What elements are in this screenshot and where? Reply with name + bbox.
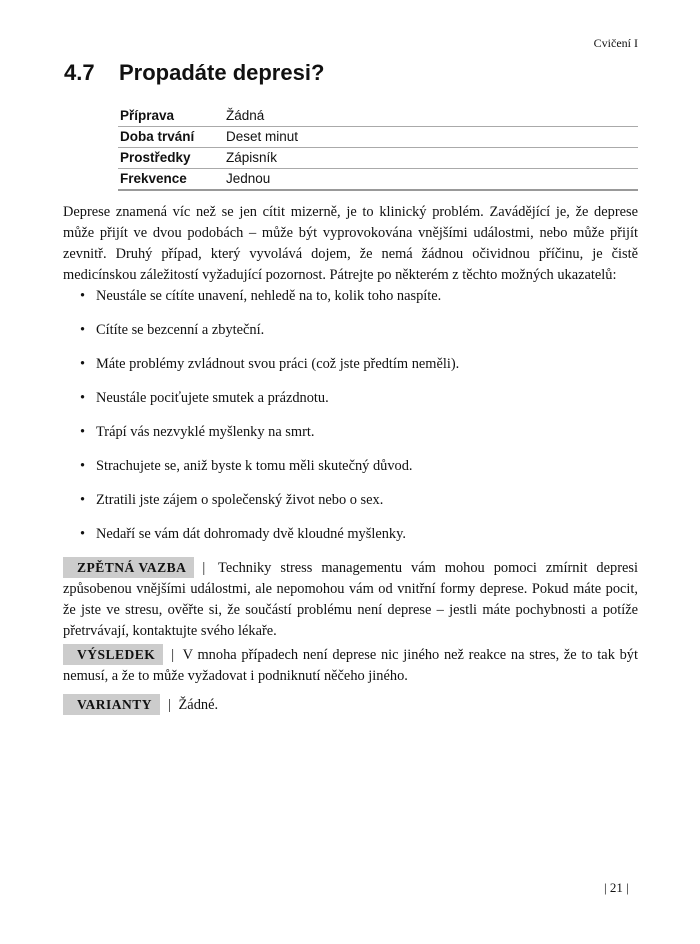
- table-row: [118, 106, 638, 127]
- result-label: VÝSLEDEK: [63, 644, 163, 665]
- feedback-text: Techniky stress managementu vám mohou pomoci zmírnit depresi způsobenou vnějšími událostmi, ale nepomohou vám od vnitřní formy deprese. Pokud máte pocit, že jste ve stresu, ověřte si, že součástí problému není deprese – jestli máte pochybnosti a potíže přetrvávají, kontaktujte svého lékaře.: [63, 560, 638, 639]
- list-item: [80, 320, 459, 354]
- list-item-text: Ztratili jste zájem o společenský život nebo o sex.: [96, 492, 384, 508]
- table-row: [118, 148, 638, 169]
- section-title: [64, 60, 324, 86]
- list-item-text: Strachujete se, aniž byste k tomu měli skutečný důvod.: [96, 458, 413, 474]
- feedback-label: ZPĚTNÁ VAZBA: [63, 557, 194, 578]
- variants-text: Žádné.: [178, 697, 219, 713]
- intro-paragraph: Deprese znamená víc než se jen cítit mizerně, je to klinický problém. Zavádějící je, že deprese může přijít ve dvou podobách – může být vyprovokována vnějšími událostmi, nebo může přijít zevnitř. Druhý případ, který vyvolává dojem, že nemá žádnou očividnou příčinu, je čistě medicínskou záležitostí vyžadující pozornost. Pátrejte po některém z těchto možných ukazatelů:: [63, 204, 638, 283]
- result-paragraph: [63, 644, 638, 687]
- bullet-icon: •: [80, 424, 86, 440]
- list-item: [80, 524, 459, 558]
- info-key: Příprava: [118, 106, 224, 127]
- running-header: Cvičení I: [593, 36, 638, 50]
- bullet-icon: •: [80, 356, 86, 372]
- info-value: Zápisník: [224, 148, 638, 169]
- list-item: [80, 490, 459, 524]
- list-item: [80, 456, 459, 490]
- list-item-text: Nedaří se vám dát dohromady dvě kloudné myšlenky.: [96, 526, 406, 542]
- bullet-icon: •: [80, 390, 86, 406]
- list-item-text: Trápí vás nezvyklé myšlenky na smrt.: [96, 424, 315, 440]
- page-number: | 21 |: [604, 880, 629, 895]
- list-item: [80, 354, 459, 388]
- info-key: Doba trvání: [118, 127, 224, 148]
- table-row: [118, 127, 638, 148]
- list-item: [80, 422, 459, 456]
- feedback-paragraph: [63, 557, 638, 642]
- info-key: Prostředky: [118, 148, 224, 169]
- info-value: Jednou: [224, 169, 638, 191]
- info-key: Frekvence: [118, 169, 224, 191]
- section-title-text: Propadáte depresi?: [119, 60, 325, 85]
- separator: |: [168, 697, 171, 713]
- section-number: 4.7: [64, 60, 95, 85]
- bullet-icon: •: [80, 458, 86, 474]
- result-text: V mnoha případech není deprese nic jiného než reakce na stres, že to tak být nemusí, a že to může vyžadovat i podniknutí něčeho jiného.: [63, 647, 638, 684]
- exercise-info-table: [118, 106, 638, 191]
- bullet-icon: •: [80, 526, 86, 542]
- list-item: [80, 388, 459, 422]
- info-value: Žádná: [224, 106, 638, 127]
- indicator-list: [80, 286, 459, 558]
- table-row: [118, 169, 638, 191]
- list-item: [80, 286, 459, 320]
- separator: |: [202, 560, 206, 576]
- list-item-text: Máte problémy zvládnout svou práci (což jste předtím neměli).: [96, 356, 460, 372]
- list-item-text: Neustále pociťujete smutek a prázdnotu.: [96, 390, 329, 406]
- info-value: Deset minut: [224, 127, 638, 148]
- list-item-text: Neustále se cítíte unavení, nehledě na to, kolik toho naspíte.: [96, 288, 442, 304]
- bullet-icon: •: [80, 492, 86, 508]
- list-item-text: Cítíte se bezcenní a zbyteční.: [96, 322, 265, 338]
- separator: |: [171, 647, 175, 663]
- variants-paragraph: [63, 694, 638, 716]
- bullet-icon: •: [80, 322, 86, 338]
- variants-label: VARIANTY: [63, 694, 160, 715]
- bullet-icon: •: [80, 288, 86, 304]
